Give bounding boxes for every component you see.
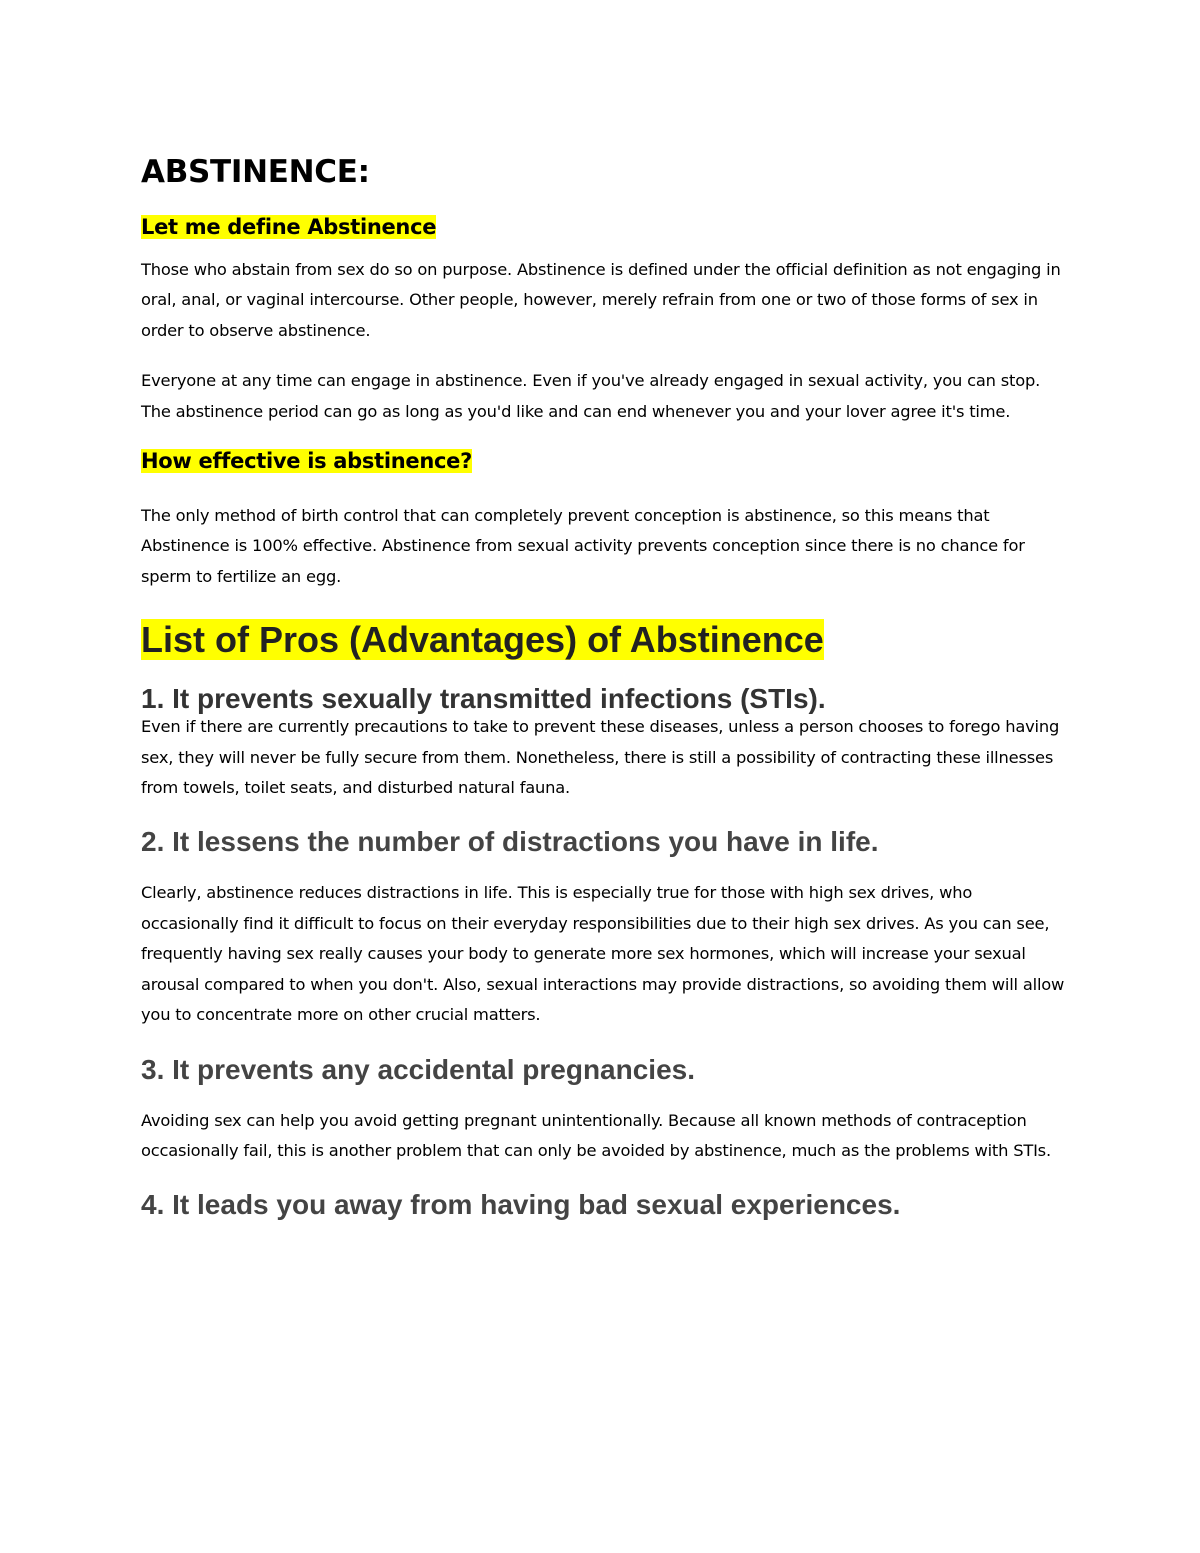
pro-3-heading: 3. It prevents any accidental pregnancies. [141,1053,695,1085]
section-heading-define [141,213,1066,241]
pro-1-heading: 1. It prevents sexually transmitted infections (STIs). [141,683,826,715]
pro-2-text: Clearly, abstinence reduces distractions in life. This is especially true for those with high sex drives, who occasionally find it difficult to focus on their everyday responsibilities due to their high sex drives. As you can see, frequently having sex really causes your body to generate more sex hormones, which will increase your sexual arousal compared to when you don't. Also, sexual interactions may provide distractions, so avoiding them will allow you to concentrate more on other crucial matters. [141,883,1065,1025]
highlight-define: Let me define Abstinence [141,215,437,239]
paragraph-anytime: Everyone at any time can engage in abstinence. Even if you've already engaged in sexual activity, you can stop. The abstinence period can go as long as you'd like and can end whenever you and your lover agree it's time. [141,371,1041,421]
highlight-effective: How effective is abstinence? [141,449,472,474]
document-title: ABSTINENCE: [141,154,370,190]
pros-heading [141,618,1066,662]
document-page [141,140,1066,1222]
pro-3-text: Avoiding sex can help you avoid getting pregnant unintentionally. Because all known methods of contraception occasionally fail, this is another problem that can only be avoided by abstinence, much as the problems with STIs. [141,1110,1051,1160]
pro-1-text: Even if there are currently precautions to take to prevent these diseases, unless a person chooses to forego having sex, they will never be fully secure from them. Nonetheless, there is still a possibility of contracting these illnesses from towels, toilet seats, and disturbed natural fauna. [141,717,1060,798]
section-heading-effective [141,447,1066,475]
highlight-pros: List of Pros (Advantages) of Abstinence [141,619,824,661]
pro-2-heading: 2. It lessens the number of distractions you have in life. [141,826,879,858]
pro-4-heading: 4. It leads you away from having bad sexual experiences. [141,1189,901,1221]
paragraph-effectiveness: The only method of birth control that can completely prevent conception is abstinence, so this means that Abstinence is 100% effective. Abstinence from sexual activity prevents conception since there is no chance for sperm to fertilize an egg. [141,506,1025,586]
paragraph-definition: Those who abstain from sex do so on purpose. Abstinence is defined under the official definition as not engaging in oral, anal, or vaginal intercourse. Other people, however, merely refrain from one or two of those forms of sex in order to observe abstinence. [141,260,1061,340]
